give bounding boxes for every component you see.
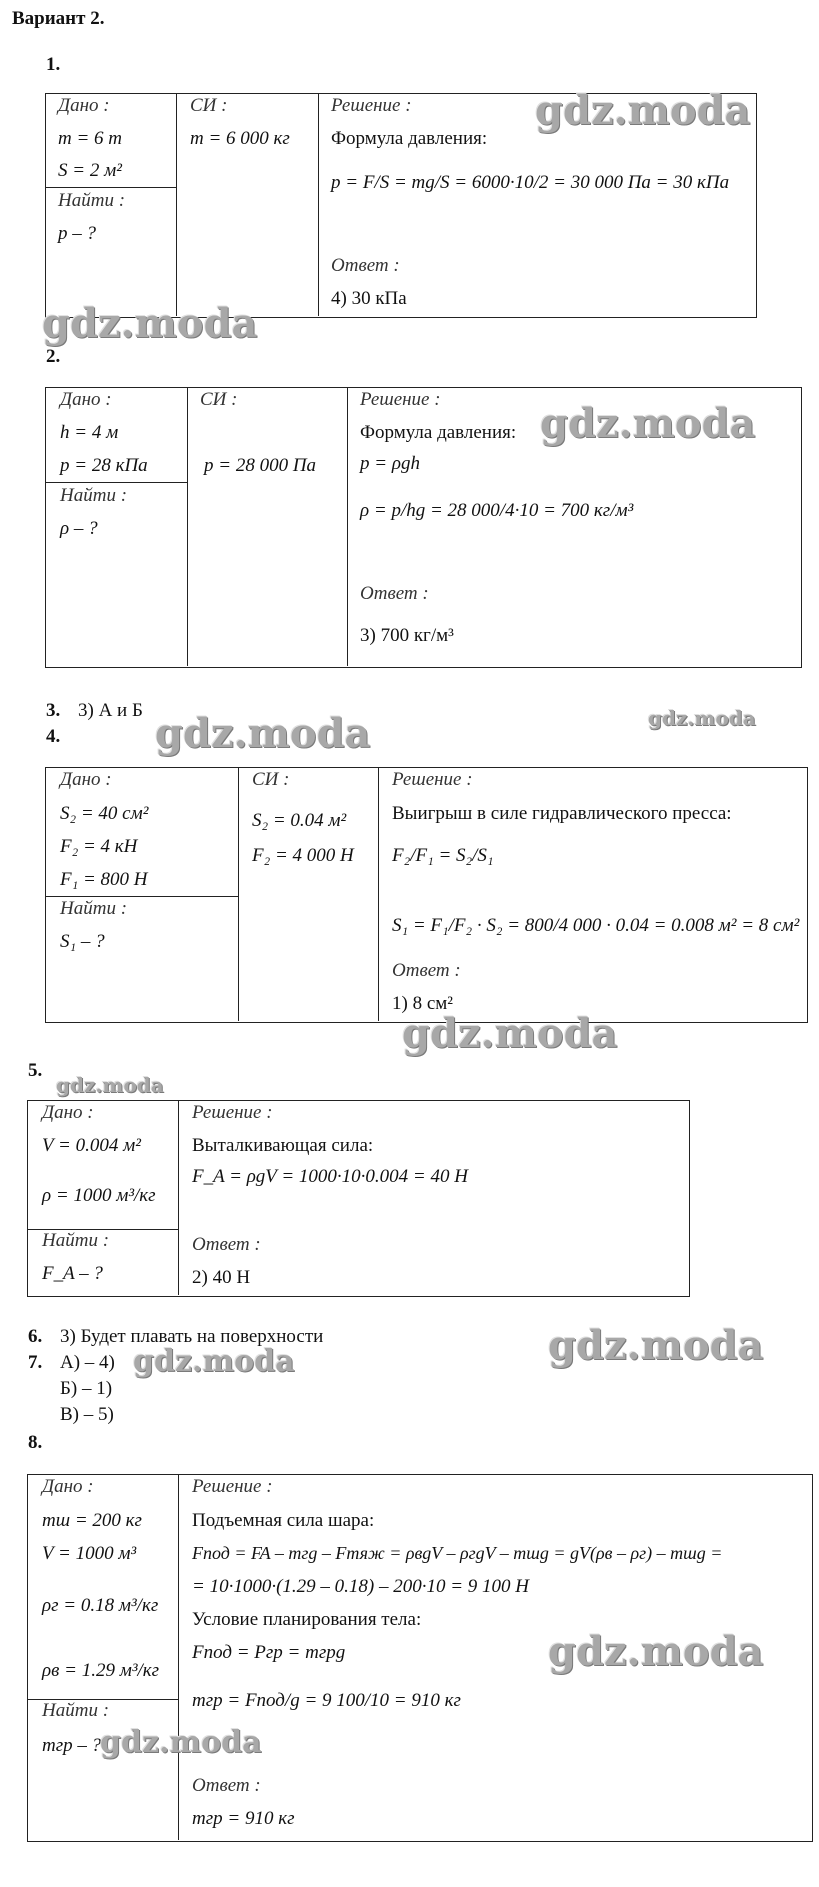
given-value: m = 6 т	[58, 128, 123, 149]
problem-7-line: В) – 5)	[60, 1404, 114, 1425]
problem-8-number: 8.	[28, 1432, 43, 1453]
given-value: S = 2 м²	[58, 160, 122, 181]
find-value: p – ?	[58, 223, 96, 244]
find-header: Найти :	[60, 485, 128, 506]
problem-3-answer: 3) А и Б	[78, 700, 143, 721]
solution-text: Условие планирования тела:	[192, 1609, 422, 1630]
solution-formula: mгр = Fпод/g = 9 100/10 = 910 кг	[192, 1690, 461, 1711]
problem-5-number: 5.	[28, 1060, 43, 1081]
given-value: S₂ = 40 см²	[60, 803, 149, 824]
find-value: mгр – ?	[42, 1735, 102, 1756]
problem-6-answer: 3) Будет плавать на поверхности	[60, 1326, 324, 1347]
given-header: Дано :	[60, 769, 112, 790]
solution-header: Решение :	[360, 389, 441, 410]
given-value: F₁ = 800 Н	[60, 869, 148, 890]
si-value: p = 28 000 Па	[204, 455, 317, 476]
watermark: gdz.moda	[402, 1010, 618, 1057]
answer-value: 1) 8 см²	[392, 993, 453, 1014]
solution-text: Выталкивающая сила:	[192, 1135, 374, 1156]
find-value: S₁ – ?	[60, 931, 105, 952]
problem-7-number: 7.	[28, 1352, 43, 1373]
solution-formula: p = ρgh	[360, 453, 420, 474]
answer-header: Ответ :	[360, 583, 429, 604]
given-header: Дано :	[42, 1102, 94, 1123]
watermark: gdz.moda	[133, 1344, 295, 1379]
watermark: gdz.moda	[648, 706, 756, 730]
watermark: gdz.moda	[42, 300, 258, 347]
solution-text: Формула давления:	[360, 422, 517, 443]
given-value: ρг = 0.18 м³/кг	[42, 1595, 159, 1616]
si-value: m = 6 000 кг	[190, 128, 290, 149]
find-header: Найти :	[42, 1700, 110, 1721]
si-header: СИ :	[252, 769, 290, 790]
watermark: gdz.moda	[540, 400, 756, 447]
solution-text: Выигрыш в силе гидравлического пресса:	[392, 803, 732, 824]
problem-7-line: Б) – 1)	[60, 1378, 113, 1399]
find-header: Найти :	[58, 190, 126, 211]
si-value: S₂ = 0.04 м²	[252, 810, 347, 831]
given-value: ρв = 1.29 м³/кг	[42, 1660, 160, 1681]
problem-7-line: А) – 4)	[60, 1352, 115, 1373]
si-value: F₂ = 4 000 Н	[252, 845, 354, 866]
watermark: gdz.moda	[100, 1725, 262, 1760]
problem-1-number: 1.	[46, 54, 61, 75]
solution-header: Решение :	[392, 769, 473, 790]
solution-header: Решение :	[192, 1476, 273, 1497]
solution-formula: S₁ = F₁/F₂ · S₂ = 800/4 000 · 0.04 = 0.008 м² = 8 см²	[392, 915, 800, 936]
problem-3-number: 3.	[46, 700, 61, 721]
solution-formula: Fпод = FA – mгg – Fтяж = ρвgV – ρгgV – mшg = gV(ρв – ρг) – mшg =	[192, 1543, 723, 1563]
solution-formula: Fпод = Pгр = mгрg	[192, 1642, 346, 1663]
given-value: p = 28 кПа	[60, 455, 148, 476]
given-header: Дано :	[42, 1476, 94, 1497]
find-header: Найти :	[60, 898, 128, 919]
problem-6-number: 6.	[28, 1326, 43, 1347]
answer-value: mгр = 910 кг	[192, 1808, 295, 1829]
solution-formula: = 10·1000·(1.29 – 0.18) – 200·10 = 9 100 Н	[192, 1576, 530, 1597]
find-value: ρ – ?	[60, 518, 98, 539]
given-header: Дано :	[60, 389, 112, 410]
watermark: gdz.moda	[535, 87, 751, 134]
given-value: mш = 200 кг	[42, 1510, 142, 1531]
problem-2-number: 2.	[46, 346, 61, 367]
given-value: ρ = 1000 м³/кг	[42, 1185, 156, 1206]
answer-value: 2) 40 Н	[192, 1267, 251, 1288]
watermark: gdz.moda	[155, 710, 371, 757]
si-header: СИ :	[200, 389, 238, 410]
problem-4-number: 4.	[46, 726, 61, 747]
find-header: Найти :	[42, 1230, 110, 1251]
solution-formula: F₂/F₁ = S₂/S₁	[392, 845, 494, 866]
find-value: F_A – ?	[42, 1263, 103, 1284]
given-header: Дано :	[58, 95, 110, 116]
page-title: Вариант 2.	[12, 8, 105, 29]
answer-value: 4) 30 кПа	[331, 288, 407, 309]
si-header: СИ :	[190, 95, 228, 116]
given-value: V = 0.004 м²	[42, 1135, 141, 1156]
given-value: F₂ = 4 кН	[60, 836, 138, 857]
solution-header: Решение :	[192, 1102, 273, 1123]
solution-text: Подъемная сила шара:	[192, 1510, 375, 1531]
answer-header: Ответ :	[192, 1234, 261, 1255]
solution-text: Формула давления:	[331, 128, 488, 149]
given-value: h = 4 м	[60, 422, 119, 443]
solution-formula: p = F/S = mg/S = 6000·10/2 = 30 000 Па = 30 кПа	[331, 172, 730, 193]
watermark: gdz.moda	[56, 1073, 164, 1097]
answer-header: Ответ :	[392, 960, 461, 981]
answer-header: Ответ :	[192, 1775, 261, 1796]
solution-formula: F_A = ρgV = 1000·10·0.004 = 40 Н	[192, 1166, 468, 1187]
answer-value: 3) 700 кг/м³	[360, 625, 454, 646]
given-value: V = 1000 м³	[42, 1543, 137, 1564]
watermark: gdz.moda	[548, 1628, 764, 1675]
solution-header: Решение :	[331, 95, 412, 116]
watermark: gdz.moda	[548, 1322, 764, 1369]
solution-formula: ρ = p/hg = 28 000/4·10 = 700 кг/м³	[360, 500, 634, 521]
answer-header: Ответ :	[331, 255, 400, 276]
